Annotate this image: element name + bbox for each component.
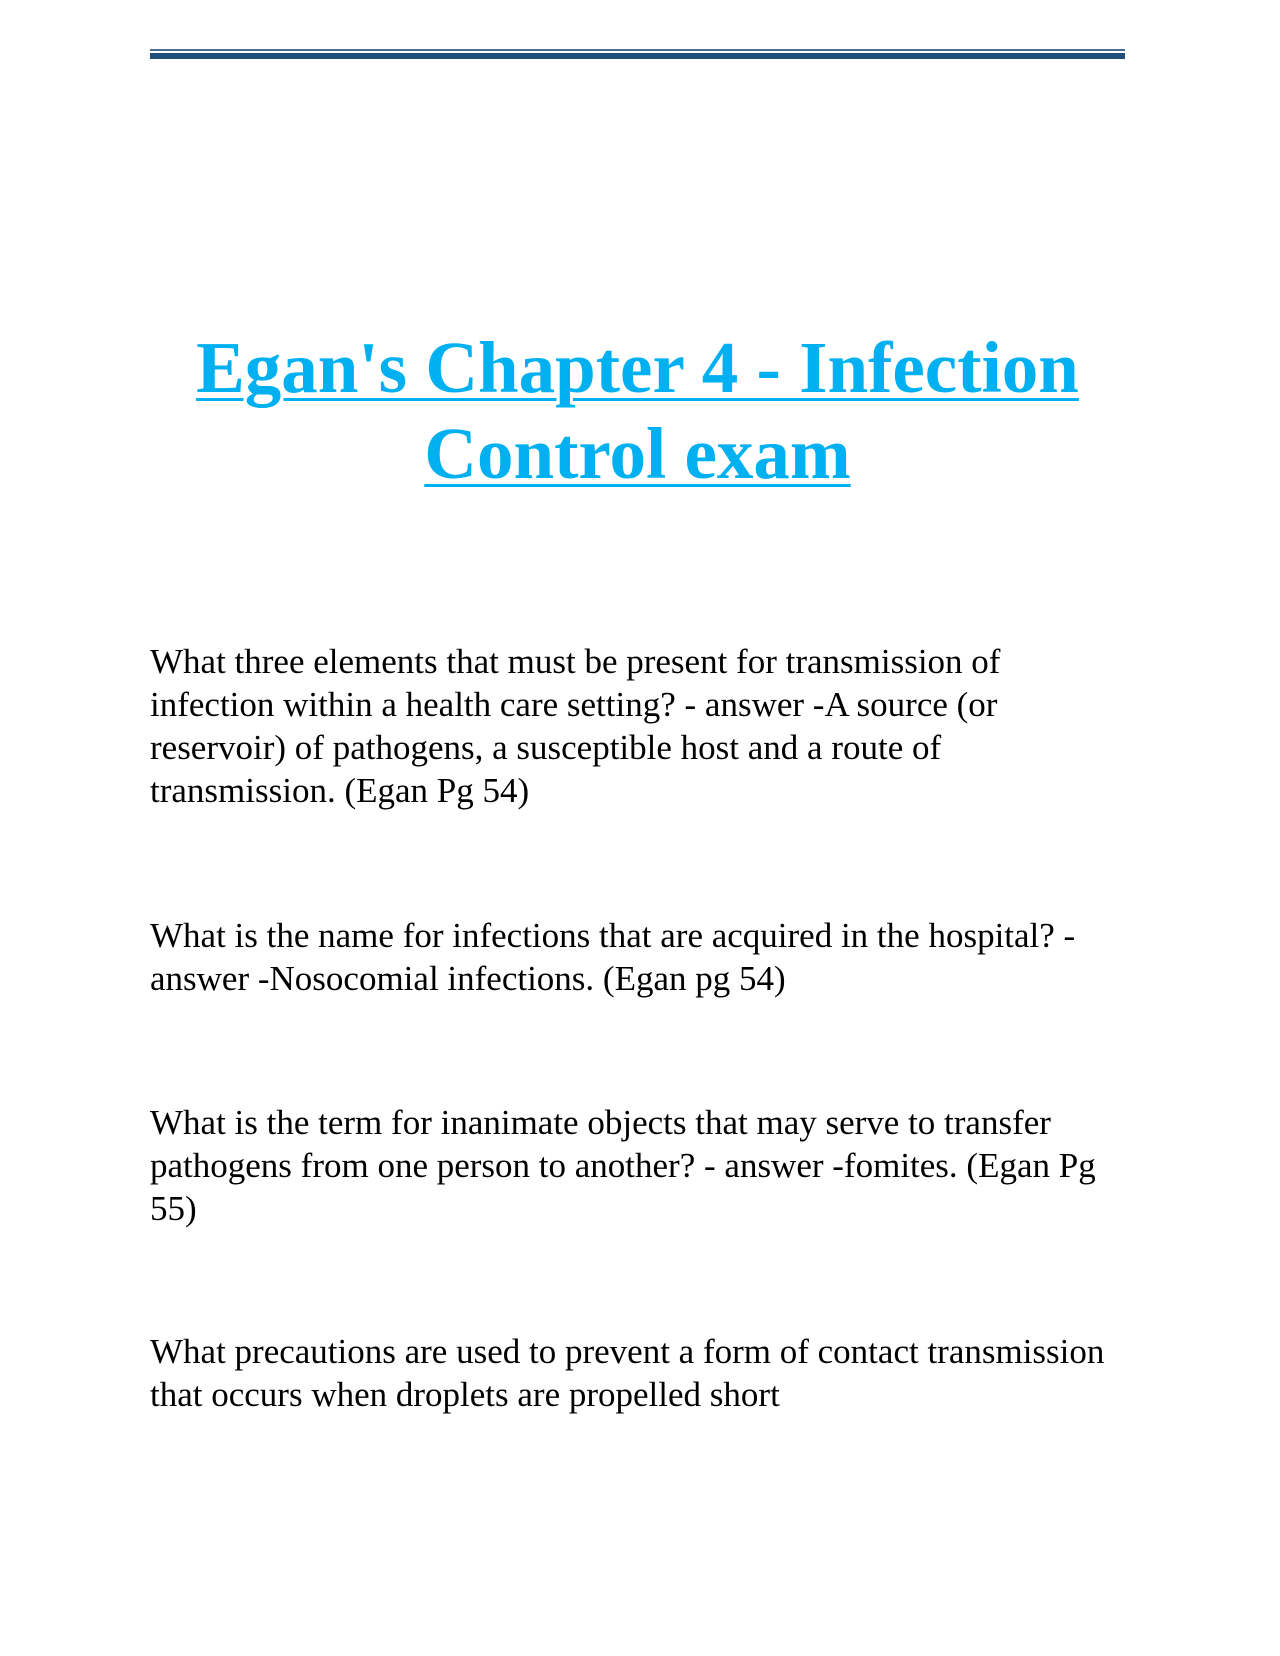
header-rule-thick [150, 53, 1125, 59]
question-answer-3: What is the term for inanimate objects that may serve to transfer pathogens from one person to another? - answer -fomites. (Egan Pg 55) [150, 1103, 1096, 1228]
title-link[interactable]: Egan's Chapter 4 - Infection Control exam [196, 327, 1079, 494]
header-rule-thin [150, 49, 1125, 51]
question-answer-2: What is the name for infections that are acquired in the hospital? - answer -Nosocomial infections. (Egan pg 54) [150, 916, 1076, 998]
document-title [150, 325, 1125, 497]
question-answer-1: What three elements that must be present for transmission of infection within a health care setting? - answer -A source (or reservoir) of pathogens, a susceptible host and a route of transmission. (Egan Pg 54) [150, 642, 1001, 810]
question-answer-4: What precautions are used to prevent a form of contact transmission that occurs when droplets are propelled short [150, 1332, 1105, 1414]
